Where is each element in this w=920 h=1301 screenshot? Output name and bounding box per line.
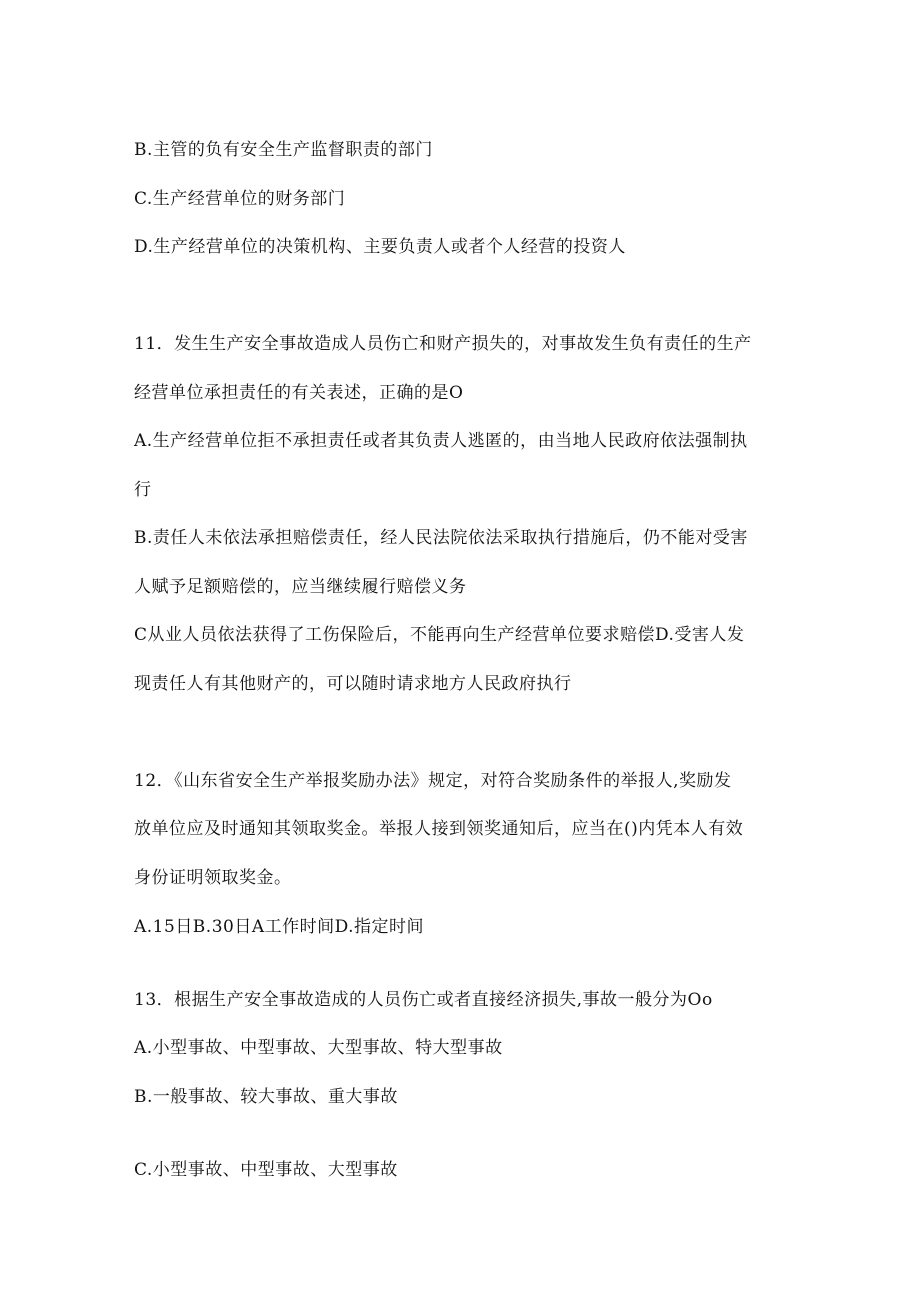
option-b-q10: B.主管的负有安全生产监督职责的部门 [134, 140, 433, 160]
option-a-q11-line-2: 行 [134, 480, 152, 500]
options-q12: A.15日B.30日A工作时间D.指定时间 [134, 917, 425, 937]
option-a-q11-line-1: A.生产经营单位拒不承担责任或者其负责人逃匿的，由当地人民政府依法强制执 [134, 431, 748, 451]
option-cd-q11-line-2: 现责任人有其他财产的，可以随时请求地方人民政府执行 [134, 674, 572, 694]
option-d-q10: D.生产经营单位的决策机构、主要负责人或者个人经营的投资人 [134, 237, 626, 257]
option-b-q11-line-2: 人赋予足额赔偿的，应当继续履行赔偿义务 [134, 577, 467, 597]
question-11-line-2: 经营单位承担责任的有关表述，正确的是O [134, 383, 464, 403]
option-a-q13: A.小型事故、中型事故、大型事故、特大型事故 [134, 1038, 503, 1058]
question-12-line-3: 身份证明领取奖金。 [134, 868, 292, 888]
question-13: 13．根据生产安全事故造成的人员伤亡或者直接经济损失,事故一般分为Oo [134, 990, 713, 1010]
question-11-line-1: 11．发生生产安全事故造成人员伤亡和财产损失的，对事故发生负有责任的生产 [134, 334, 752, 354]
option-c-q10: C.生产经营单位的财务部门 [134, 189, 346, 209]
question-12-line-1: 12．《山东省安全生产举报奖励办法》规定，对符合奖励条件的举报人,奖励发 [134, 771, 732, 791]
option-cd-q11-line-1: C从业人员依法获得了工伤保险后，不能再向生产经营单位要求赔偿D.受害人发 [134, 625, 745, 645]
option-b-q11-line-1: B.责任人未依法承担赔偿责任，经人民法院依法采取执行措施后，仍不能对受害 [134, 528, 748, 548]
option-c-q13: C.小型事故、中型事故、大型事故 [134, 1160, 398, 1180]
option-b-q13: B.一般事故、较大事故、重大事故 [134, 1087, 398, 1107]
question-12-line-2: 放单位应及时通知其领取奖金。举报人接到领奖通知后，应当在()内凭本人有效 [134, 819, 744, 839]
